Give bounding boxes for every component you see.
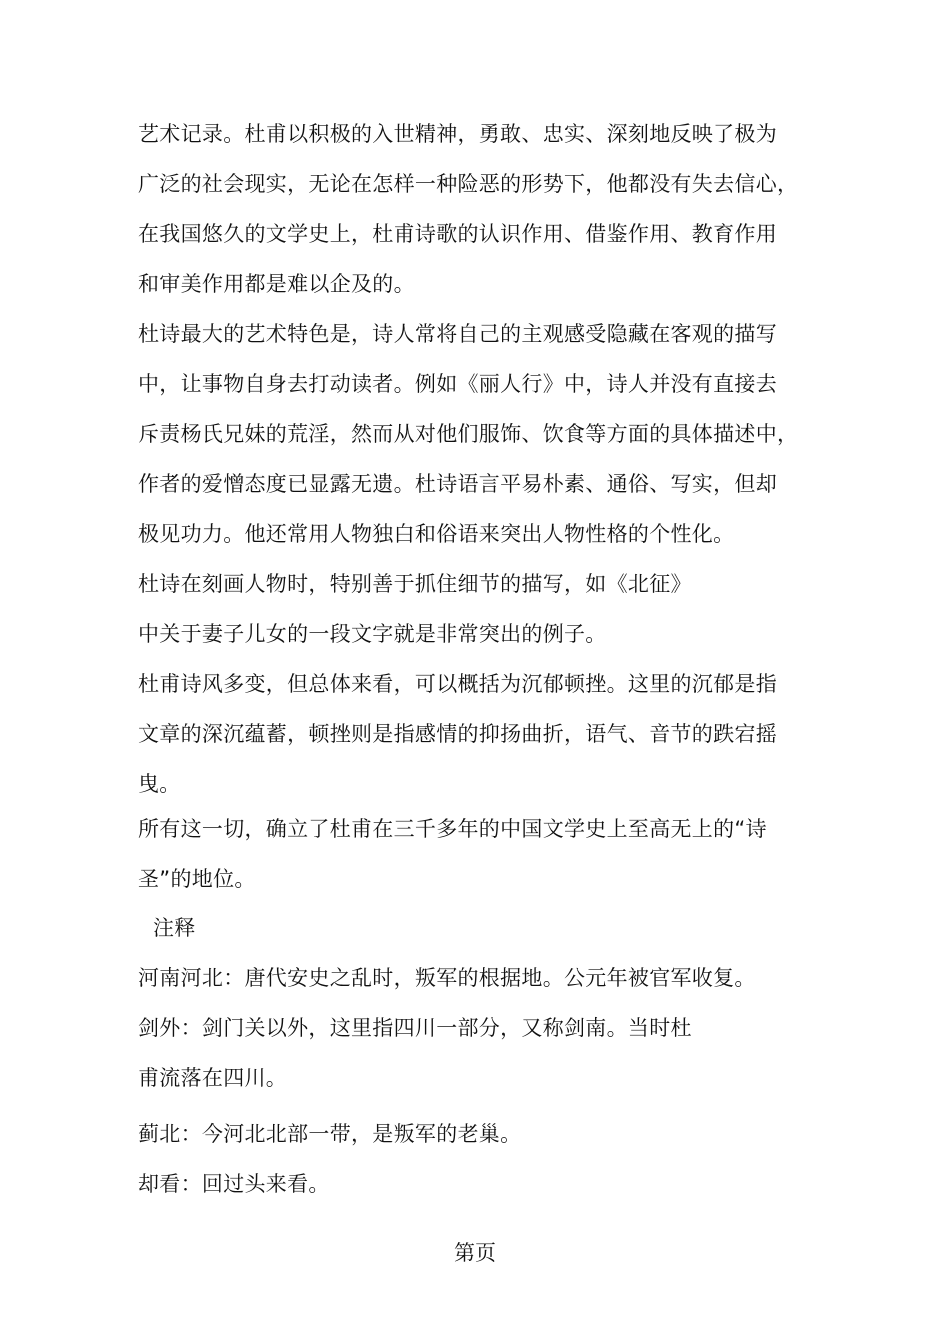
body-text-line: 极见功力。他还常用人物独白和俗语来突出人物性格的个性化。 <box>138 522 735 546</box>
note-line: 蓟北：今河北北部一带，是叛军的老巢。 <box>138 1122 522 1146</box>
body-text-line: 曳。 <box>138 772 181 796</box>
body-text-line: 文章的深沉蕴蓄，顿挫则是指感情的抑扬曲折，语气、音节的跌宕摇 <box>138 722 777 746</box>
body-text-line: 作者的爱憎态度已显露无遗。杜诗语言平易朴素、通俗、写实，但却 <box>138 472 777 496</box>
body-text-line: 广泛的社会现实，无论在怎样一种险恶的形势下，他都没有失去信心， <box>138 172 799 196</box>
note-line: 河南河北：唐代安史之乱时，叛军的根据地。公元年被官军收复。 <box>138 966 756 990</box>
body-text-line: 和审美作用都是难以企及的。 <box>138 272 415 296</box>
notes-heading: 注释 <box>153 916 196 940</box>
body-text-line: 中关于妻子儿女的一段文字就是非常突出的例子。 <box>138 622 607 646</box>
note-line: 剑外：剑门关以外，这里指四川一部分，又称剑南。当时杜 <box>138 1016 692 1040</box>
body-text-line: 艺术记录。杜甫以积极的入世精神，勇敢、忠实、深刻地反映了极为 <box>138 122 777 146</box>
body-text-line: 所有这一切，确立了杜甫在三千多年的中国文学史上至高无上的“诗 <box>138 817 767 841</box>
body-text-line: 斥责杨氏兄妹的荒淫，然而从对他们服饰、饮食等方面的具体描述中， <box>138 422 799 446</box>
page-footer: 第页 <box>454 1241 496 1265</box>
body-text-line: 圣”的地位。 <box>138 867 256 891</box>
body-text-line: 杜诗最大的艺术特色是，诗人常将自己的主观感受隐藏在客观的描写 <box>138 322 777 346</box>
note-line: 却看：回过头来看。 <box>138 1172 330 1196</box>
note-line: 甫流落在四川。 <box>138 1066 288 1090</box>
body-text-line: 在我国悠久的文学史上，杜甫诗歌的认识作用、借鉴作用、教育作用 <box>138 222 777 246</box>
body-text-line: 杜甫诗风多变，但总体来看，可以概括为沉郁顿挫。这里的沉郁是指 <box>138 672 777 696</box>
body-text-line: 杜诗在刻画人物时，特别善于抓住细节的描写，如《北征》 <box>138 572 692 596</box>
body-text-line: 中，让事物自身去打动读者。例如《丽人行》中，诗人并没有直接去 <box>138 372 777 396</box>
